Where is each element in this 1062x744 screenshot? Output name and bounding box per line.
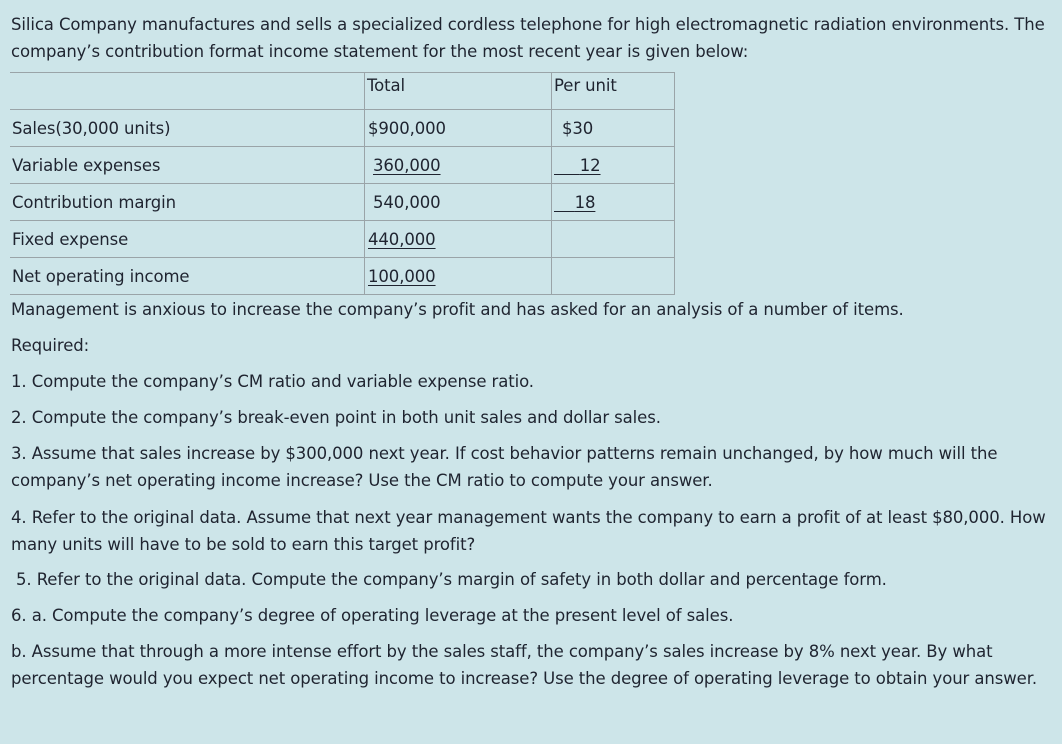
row-label: Net operating income	[10, 258, 365, 295]
row-total: 540,000	[373, 192, 441, 212]
header-total: Total	[367, 75, 406, 95]
row-total-cell	[365, 258, 552, 295]
table-row-contribution-margin	[10, 184, 675, 221]
row-label: Sales(30,000 units)	[10, 110, 365, 147]
row-per-unit-wrap	[552, 193, 595, 212]
required-heading: Required:	[11, 336, 90, 355]
question-5: 5. Refer to the original data. Compute the company’s margin of safety in both dollar and percentage form.	[16, 570, 887, 589]
row-total: $900,000	[368, 118, 446, 138]
header-blank-cell	[10, 73, 365, 110]
row-label: Fixed expense	[10, 221, 365, 258]
management-paragraph: Management is anxious to increase the company’s profit and has asked for an analysis of a number of items.	[11, 300, 904, 319]
row-per-unit: 12	[579, 155, 601, 175]
row-per-unit-wrap	[552, 156, 601, 175]
question-6a: 6. a. Compute the company’s degree of operating leverage at the present level of sales.	[11, 606, 734, 625]
row-total-cell	[365, 147, 552, 184]
table-row-net-operating-income	[10, 258, 675, 295]
question-6b: b. Assume that through a more intense effort by the sales staff, the company’s sales increase by 8% next year. By what percentage would you expect net operating income to increase? Use the degree of operating leverage to obtain your answer.	[11, 642, 1038, 688]
intro-paragraph: Silica Company manufactures and sells a specialized cordless telephone for high electromagnetic radiation environments. The company’s contribution format income statement for the most recent year is given below:	[11, 15, 1045, 61]
row-per-unit-cell	[552, 184, 675, 221]
row-total: 440,000	[368, 229, 436, 249]
row-total-cell	[365, 221, 552, 258]
question-1: 1. Compute the company’s CM ratio and variable expense ratio.	[11, 372, 534, 391]
table-row-variable-expenses	[10, 147, 675, 184]
row-per-unit-cell	[552, 221, 675, 258]
header-total-cell	[365, 73, 552, 110]
question-4: 4. Refer to the original data. Assume that next year management wants the company to earn a profit of at least $80,000. How many units will have to be sold to earn this target profit?	[11, 508, 1046, 554]
table-row-sales	[10, 110, 675, 147]
question-2: 2. Compute the company’s break-even point in both unit sales and dollar sales.	[11, 408, 661, 427]
header-per-unit-cell	[552, 73, 675, 110]
row-total-cell	[365, 184, 552, 221]
row-total: 100,000	[368, 266, 436, 286]
row-per-unit-cell	[552, 147, 675, 184]
row-label: Contribution margin	[10, 184, 365, 221]
row-label: Variable expenses	[10, 147, 365, 184]
income-statement-table	[10, 72, 675, 295]
question-3: 3. Assume that sales increase by $300,000 next year. If cost behavior patterns remain unchanged, by how much will the company’s net operating income increase? Use the CM ratio to compute your answer.	[11, 444, 998, 490]
table-row-fixed-expense	[10, 221, 675, 258]
row-per-unit-cell	[552, 110, 675, 147]
row-per-unit: 18	[574, 192, 596, 212]
row-per-unit: $30	[562, 118, 594, 138]
row-total: 360,000	[373, 155, 441, 175]
header-per-unit: Per unit	[554, 75, 617, 95]
table-header-row	[10, 73, 675, 110]
row-total-cell	[365, 110, 552, 147]
row-per-unit-cell	[552, 258, 675, 295]
